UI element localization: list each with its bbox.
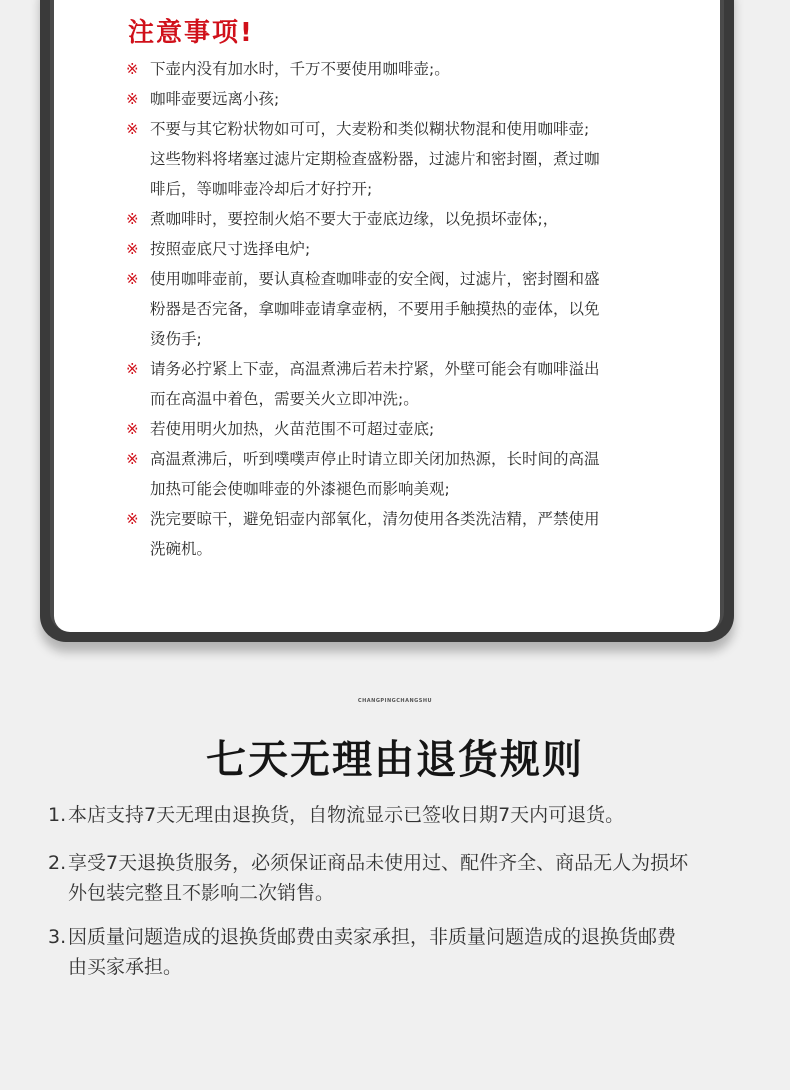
return-rule: [48, 848, 778, 908]
notice-text: 咖啡壶要远离小孩;: [150, 90, 280, 108]
returns-policy-title: 七天无理由退货规则: [206, 737, 584, 783]
notice-item: [126, 414, 686, 444]
reference-mark-icon: ※: [126, 120, 139, 138]
reference-mark-icon: ※: [126, 210, 139, 228]
notice-item: [126, 504, 686, 564]
rule-number: 1.: [48, 804, 67, 826]
notice-text: 下壶内没有加水时，千万不要使用咖啡壶;。: [150, 60, 450, 78]
notice-item: [126, 354, 686, 414]
reference-mark-icon: ※: [126, 510, 139, 528]
rule-text: 因质量问题造成的退换货邮费由卖家承担，非质量问题造成的退换货邮费 由买家承担。: [68, 926, 677, 978]
notice-item: [126, 204, 686, 234]
notice-text: 若使用明火加热，火苗范围不可超过壶底;: [150, 420, 435, 438]
notice-text: 按照壶底尺寸选择电炉;: [150, 240, 311, 258]
notice-text: 不要与其它粉状物如可可，大麦粉和类似糊状物混和使用咖啡壶; 这些物料将堵塞过滤片定期检查盛粉器，过滤片和密封圈，煮过咖 啡后，等咖啡壶冷却后才好拧开;: [150, 120, 600, 198]
reference-mark-icon: ※: [126, 90, 139, 108]
rule-text: 享受7天退换货服务，必须保证商品未使用过、配件齐全、商品无人为损坏 外包装完整且不影响二次销售。: [68, 852, 689, 904]
notice-text: 煮咖啡时，要控制火焰不要大于壶底边缘，以免损坏壶体;，: [150, 210, 559, 228]
notice-text: 请务必拧紧上下壶，高温煮沸后若未拧紧，外壁可能会有咖啡溢出 而在高温中着色，需要关火立即冲洗;。: [150, 360, 600, 408]
notice-title: 注意事项!: [128, 18, 254, 48]
notice-text: 高温煮沸后，听到噗噗声停止时请立即关闭加热源，长时间的高温 加热可能会使咖啡壶的外漆褪色而影响美观;: [150, 450, 600, 498]
notice-item: [126, 234, 686, 264]
notice-item: [126, 84, 686, 114]
notice-item: [126, 54, 686, 84]
notice-item: [126, 114, 686, 204]
notice-item: [126, 444, 686, 504]
rule-text: 本店支持7天无理由退换货，自物流显示已签收日期7天内可退货。: [68, 804, 625, 826]
notice-text: 使用咖啡壶前，要认真检查咖啡壶的安全阀，过滤片，密封圈和盛 粉器是否完备，拿咖啡壶请拿壶柄，不要用手触摸热的壶体，以免 烫伤手;: [150, 270, 600, 348]
return-rule: [48, 922, 778, 982]
reference-mark-icon: ※: [126, 420, 139, 438]
rule-number: 3.: [48, 926, 67, 948]
reference-mark-icon: ※: [126, 270, 139, 288]
notice-item: [126, 264, 686, 354]
return-rule: [48, 800, 778, 830]
reference-mark-icon: ※: [126, 60, 139, 78]
notice-list: [126, 54, 686, 564]
brand-caption: CHANGPINGCHANGSHU: [357, 698, 433, 704]
rule-number: 2.: [48, 852, 67, 874]
reference-mark-icon: ※: [126, 240, 139, 258]
notice-text: 洗完要晾干，避免铝壶内部氧化，清勿使用各类洗洁精，严禁使用 洗碗机。: [150, 510, 600, 558]
reference-mark-icon: ※: [126, 450, 139, 468]
reference-mark-icon: ※: [126, 360, 139, 378]
